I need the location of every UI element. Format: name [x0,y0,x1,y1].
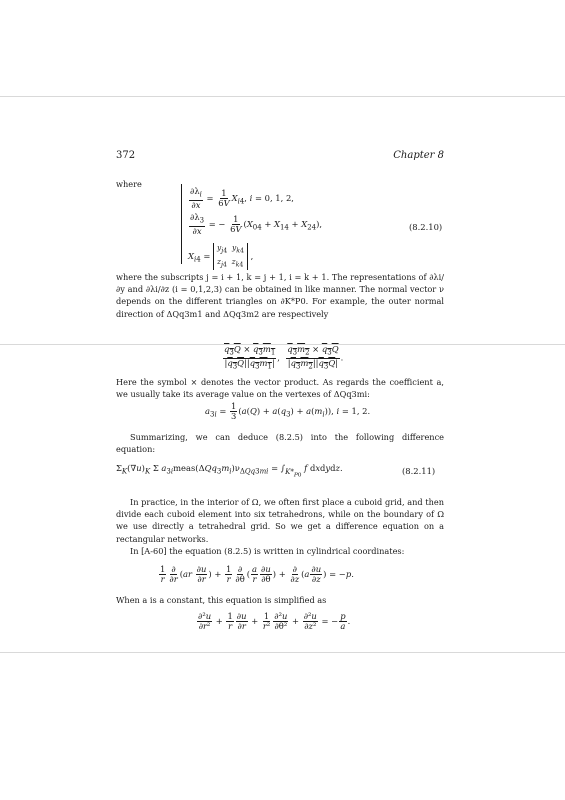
eq-8-2-10-label: (8.2.10) [409,222,443,232]
simplified-equation: $\frac{\text{∂²u}}{\text{∂r²}}$ + $\frac{1}{r}$ $\frac{\partial u}{\partial r}$ + $\frac{1}{\text{r²}}$ $\frac{\text{∂²u}}{\text{∂θ²}}$ + $\frac{\text{∂²u}}{\text{∂z²}}$ = − $\frac{p}{a}$ . [198,611,351,631]
eq-8-2-10-line2: $\frac{\partial\lambda_3}{\partial x}$ = − $\frac{1}{6V}$ $(X_{04} + X_{14} + X_{24})$, [190,212,323,236]
scan-divider-bottom [0,652,565,653]
average-value-equation: $a_{3i}$ = $\frac{1}{3}$ $(a(Q) + a(q_3) + a(m_i))$, i = 1, 2. [205,401,371,421]
scan-divider-top [0,96,565,97]
paragraph-practice: In practice, in the interior of Ω, we often first place a cuboid grid, and then divide each cuboid element into six tetrahedrons, while on the boundary of Ω we use directly a tetrahedral grid. So we get a difference equation on a rectangular networks. [116,497,444,544]
paragraph-subscripts: where the subscripts j = i + 1, k = j + 1, i = k + 1. The representations of ∂λi/∂y and ∂λi/∂z (i = 0,1,2,3) can be obtained in like manner. The normal vector ν depends on the different triangles on ∂K*P0. For example, the outer normal direction of ΔQq3m1 and ΔQq3m2 are respectively [116,272,444,319]
eq-8-2-11-label: (8.2.11) [402,466,436,476]
cylindrical-equation: $\frac{1}{r}$ $\frac{\partial}{\partial r}$ (ar $\frac{\partial u}{\partial r}$ ) + $\frac{1}{r}$ $\frac{\partial}{\partial\theta}$ ( $\frac{a}{r}$ $\frac{\partial u}{\partial\theta}$ ) + $\frac{\partial}{\partial z}$ (a $\frac{\partial u}{\partial z}$ ) = −p. [160,564,354,584]
where-label: where [116,179,142,189]
paragraph-constant: When a is a constant, this equation is simplified as [116,595,327,605]
eq-8-2-11: $\Sigma_K(\nabla u)_K$ Σ $a_{3i}meas(\Delta Qq_3m_i)\nu_{\Delta Qq3mi} = \int_{K*_{P0}}$ f dxdydz. [116,463,343,479]
chapter-title: Chapter 8 [393,150,444,161]
eq-8-2-10-line1: $\frac{\partial\lambda_i}{\partial x}$ = $\frac{1}{6V}$ $X_{i4}$, i = 0, 1, 2, [190,186,294,210]
normal-vectors: $\frac{q_3Q \times q_3m_1}{|q_3Q||q_3m_1|}$ , $\frac{q_3m_2 \times q_3Q}{|q_3m_2||q_3Q|}$ . [224,344,344,371]
paragraph-summarizing: Summarizing, we can deduce (8.2.5) into the following difference equation: [116,432,444,455]
eq-8-2-10-line3: $X_{i4} = y_{j4}$ $y_{k4}$ $z_{j4}$ $z_{k4}$ , [188,243,254,268]
system-brace [181,184,182,264]
page-number: 372 [116,150,136,161]
paragraph-cylindrical-intro: In [A-60] the equation (8.2.5) is written in cylindrical coordinates: [130,546,405,556]
paragraph-vector-product: Here the symbol × denotes the vector product. As regards the coefficient a, we usually take its average value on the vertexes of ΔQq3mi: [116,377,444,400]
